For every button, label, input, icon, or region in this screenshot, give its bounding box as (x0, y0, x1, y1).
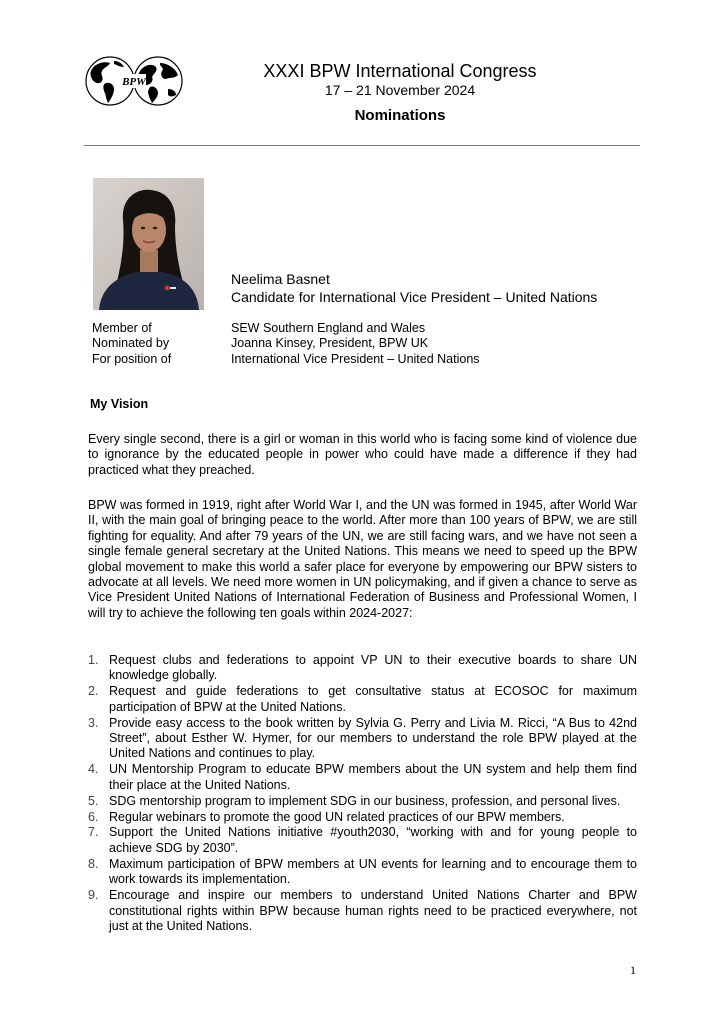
list-number: 8. (88, 856, 99, 871)
candidate-position: Candidate for International Vice President – United Nations (231, 289, 598, 305)
bpw-logo (84, 55, 184, 107)
position-label: For position of (92, 352, 172, 366)
page-number: 1 (630, 963, 636, 977)
list-item (88, 857, 637, 888)
candidate-photo (93, 178, 204, 310)
list-number: 2. (88, 684, 99, 699)
goal-text: UN Mentorship Program to educate BPW members about the UN system and help them find their place at the United Nations. (109, 762, 637, 792)
list-item (88, 825, 637, 856)
member-of-label: Member of (92, 321, 152, 335)
header-divider (84, 145, 640, 146)
vision-paragraph: Every single second, there is a girl or woman in this world who is facing some kind of violence due to ignorance by the educated people in power who could have made a difference if they had practiced what they preached. (88, 432, 637, 477)
goal-text: Maximum participation of BPW members at UN events for learning and to encourage them to work towards its implementation. (109, 856, 637, 887)
list-number: 5. (88, 793, 99, 808)
list-item (88, 888, 637, 934)
list-item (88, 762, 637, 793)
list-number: 4. (88, 762, 99, 777)
goal-text: Regular webinars to promote the good UN related practices of our BPW members. (109, 809, 565, 824)
candidate-name: Neelima Basnet (231, 271, 330, 287)
goal-text: Request clubs and federations to appoint VP UN to their executive boards to share UN knowledge globally. (109, 653, 637, 683)
nominated-by-label: Nominated by (92, 336, 170, 350)
position-value: International Vice President – United Nations (231, 352, 480, 366)
goal-text: Request and guide federations to get consultative status at ECOSOC for maximum participation of BPW at the United Nations. (109, 684, 637, 714)
member-of-value: SEW Southern England and Wales (231, 321, 426, 335)
congress-title: XXXI BPW International Congress (263, 61, 537, 81)
list-number: 1. (88, 653, 99, 667)
list-item (88, 684, 637, 715)
list-item (88, 794, 637, 809)
list-number: 6. (88, 809, 99, 824)
goal-text: Support the United Nations initiative #youth2030, “working with and for young people to achieve SDG by 2030”. (109, 825, 637, 855)
vision-heading: My Vision (90, 397, 149, 411)
vision-paragraph: BPW was formed in 1919, right after World War I, and the UN was formed in 1945, after World War II, with the main goal of bringing peace to the world. After more than 100 years of BPW, we are still fighting for equality. And after 79 years of the UN, we are still facing wars, and we have not seen a single female general secretary at the United Nations. This means we need to speed up the BPW global movement to make this world a safer place for everyone by empowering our BPW sisters to advocate at all levels. We need more women in UN policymaking, and if given a chance to serve as Vice President United Nations of International Federation of Business and Professional Women, I will try to achieve the following ten goals within 2024-2027: (88, 498, 637, 620)
logo-wordmark: BPW (122, 76, 146, 88)
list-number: 9. (88, 888, 99, 903)
congress-dates: 17 – 21 November 2024 (324, 82, 476, 98)
section-title: Nominations (354, 107, 446, 124)
list-number: 3. (88, 715, 99, 730)
list-item (88, 716, 637, 762)
goal-text: Encourage and inspire our members to understand United Nations Charter and BPW constitutional rights within BPW because human rights need to be practiced everywhere, not just at the United Nations. (109, 888, 637, 933)
list-item (88, 810, 637, 825)
nominated-by-value: Joanna Kinsey, President, BPW UK (231, 336, 429, 350)
goal-text: Provide easy access to the book written by Sylvia G. Perry and Livia M. Ricci, “A Bus to 42nd Street”, about Esther W. Hymer, for our members to understand the role BPW played at the United Nations and continues to play. (109, 715, 637, 761)
goal-text: SDG mentorship program to implement SDG in our business, profession, and personal lives. (109, 793, 621, 808)
goals-list (88, 653, 637, 935)
list-number: 7. (88, 825, 99, 840)
list-item (88, 653, 637, 684)
